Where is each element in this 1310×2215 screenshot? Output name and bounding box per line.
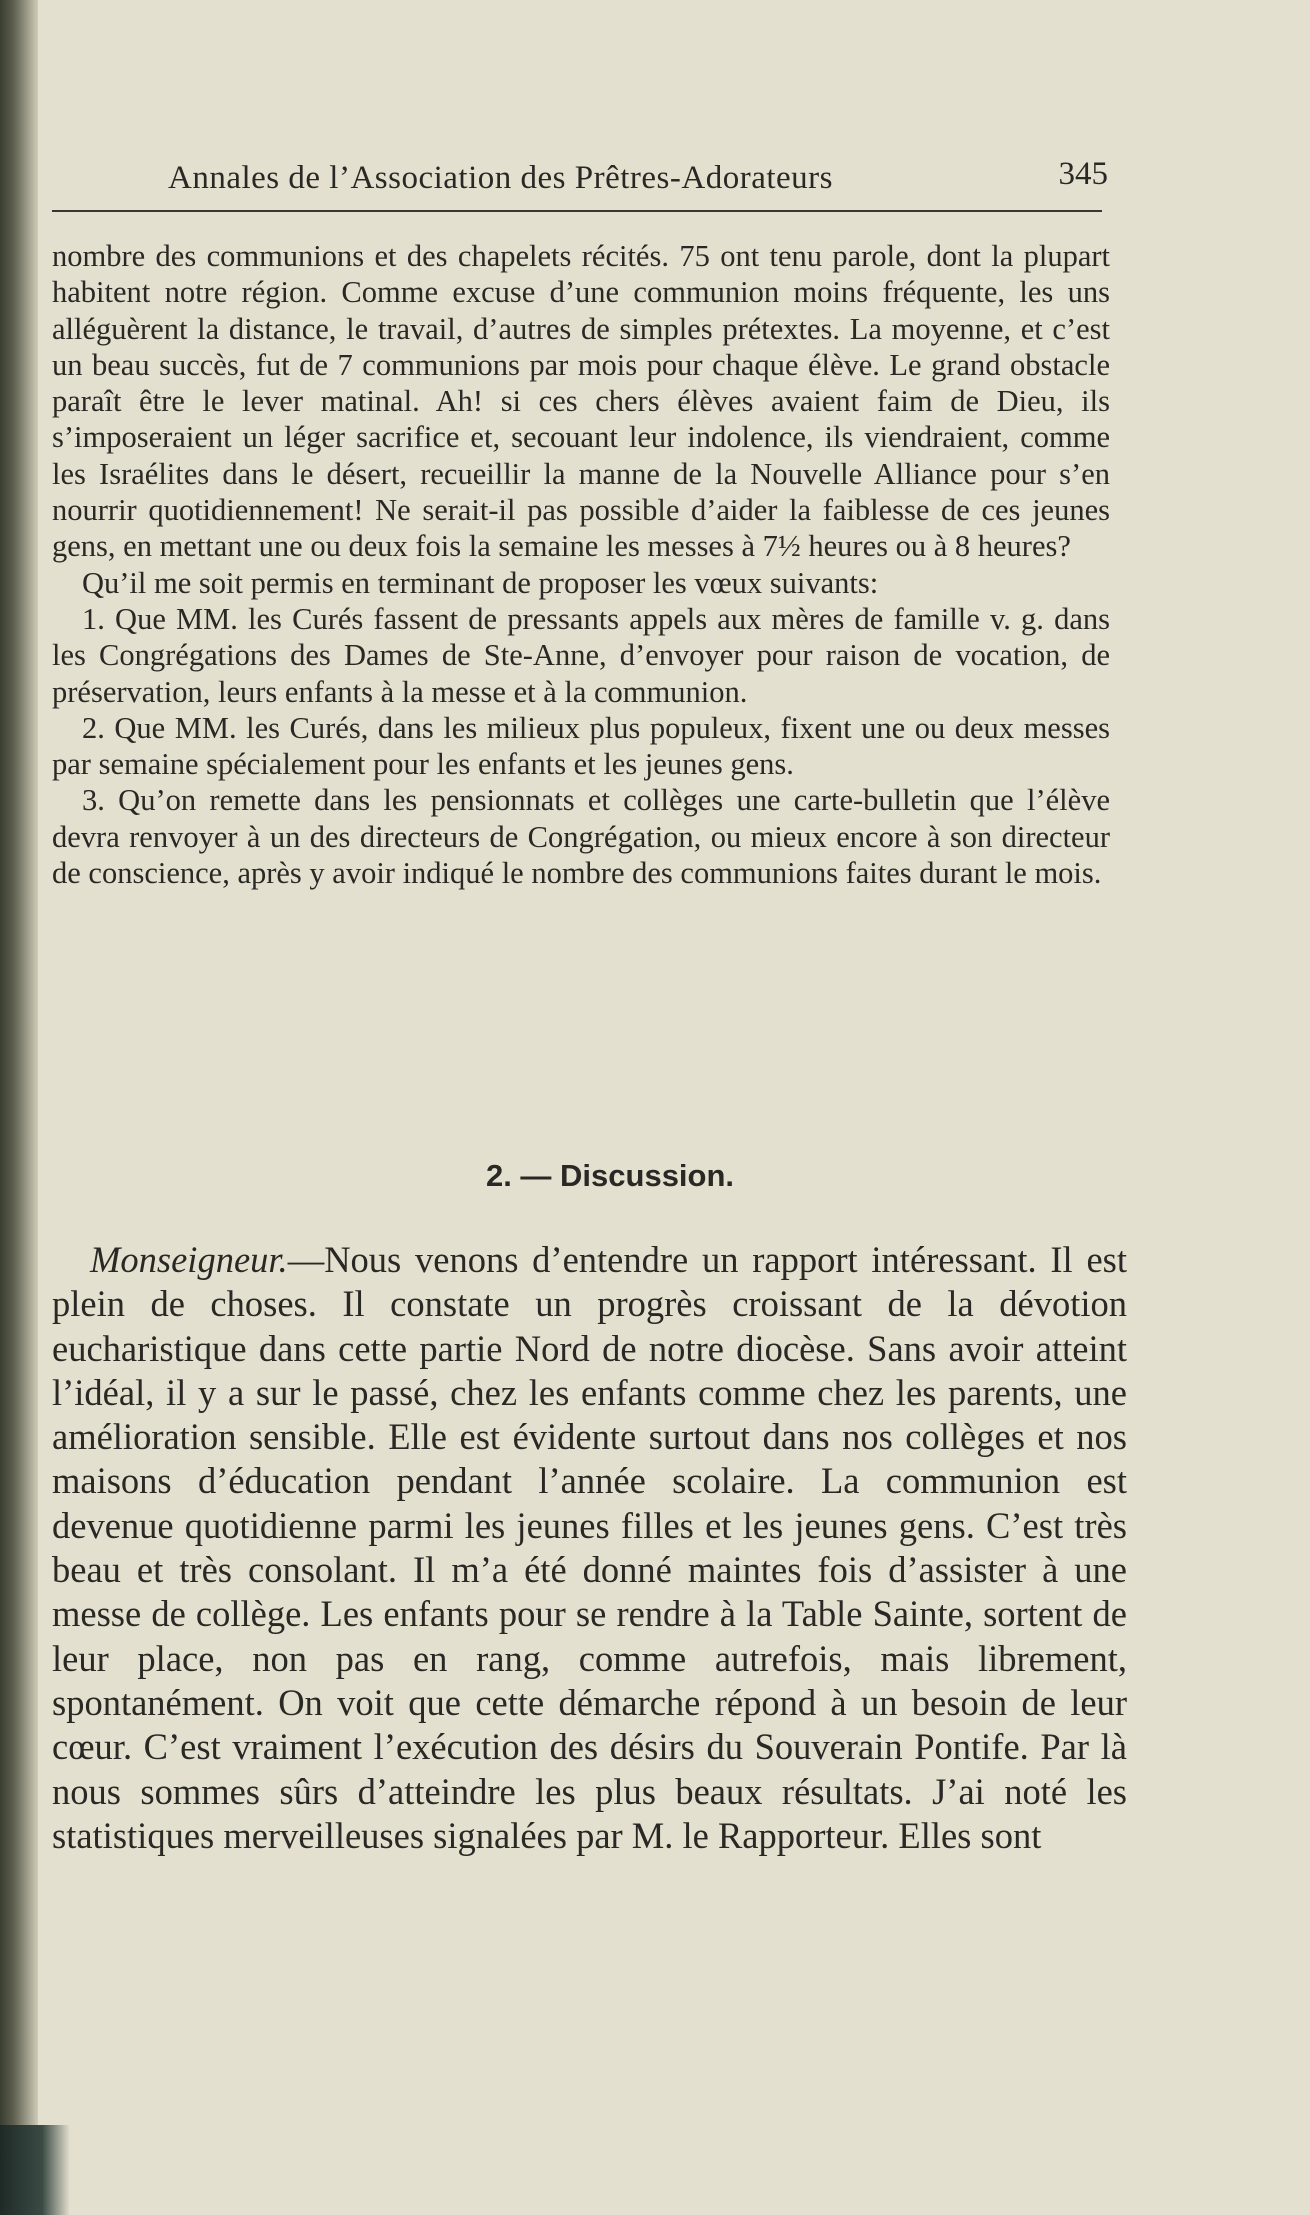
page-corner-shadow — [0, 2125, 70, 2215]
section-heading: 2. — Discussion. — [485, 1158, 735, 1193]
discussion-body: —Nous venons d’entendre un rapport intéressant. Il est plein de choses. Il constate un progrès croissant de la dévotion eucharistique dans cette partie Nord de notre diocèse. Sans avoir atteint l’idéal, il y a sur le passé, chez les enfants comme chez les parents, une amélioration sensible. Elle est évidente surtout dans nos collèges et nos maisons d’éducation pendant l’année scolaire. La communion est devenue quotidienne parmi les jeunes filles et les jeunes gens. C’est très beau et très consolant. Il m’a été donné maintes fois d’assister à une messe de collège. Les enfants pour se rendre à la Table Sainte, sortent de leur place, non pas en rang, comme autrefois, mais librement, spontanément. On voit que cette démarche répond à un besoin de leur cœur. C’est vraiment l’exécution des désirs du Souverain Pontife. Par là nous sommes sûrs d’atteindre les plus beaux résultats. J’ai noté les statistiques merveilleuses signalées par M. le Rapporteur. Elles sont — [52, 1239, 1127, 1856]
discussion-paragraph — [52, 1238, 1127, 1858]
book-gutter-shadow — [0, 0, 38, 2215]
page-number: 345 — [1058, 156, 1108, 192]
discussion-text — [52, 1238, 1127, 1858]
report-paragraph-2: Qu’il me soit permis en terminant de proposer les vœux suivants: — [82, 565, 879, 600]
header-rule — [52, 210, 1102, 212]
wish-item-1: 1. Que MM. les Curés fassent de pressants appels aux mères de famille v. g. dans les Congrégations des Dames de Ste-Anne, d’envoyer pour raison de vocation, de préservation, leurs enfants à la messe et à la communion. — [52, 601, 1110, 709]
wish-item-2: 2. Que MM. les Curés, dans les milieux plus populeux, fixent une ou deux messes par semaine spécialement pour les enfants et les jeunes gens. — [52, 710, 1110, 782]
running-head: Annales de l’Association des Prêtres-Adorateurs — [168, 160, 833, 196]
report-paragraph-1: nombre des communions et des chapelets récités. 75 ont tenu parole, dont la plupart habitent notre région. Comme excuse d’une communion moins fréquente, les uns alléguèrent la distance, le travail, d’autres de simples prétextes. La moyenne, et c’est un beau succès, fut de 7 communions par mois pour chaque élève. Le grand obstacle paraît être le lever matinal. Ah! si ces chers élèves avaient faim de Dieu, ils s’imposeraient un léger sacrifice et, secouant leur indolence, ils viendraient, comme les Israélites dans le désert, recueillir la manne de la Nouvelle Alliance pour s’en nourrir quotidiennement! Ne serait-il pas possible d’aider la faiblesse de ces jeunes gens, en mettant une ou deux fois la semaine les messes à 7½ heures ou à 8 heures? — [52, 239, 1110, 564]
report-text — [52, 238, 1110, 891]
page-header — [168, 156, 1108, 210]
speaker-name: Monseigneur. — [90, 1239, 288, 1280]
wish-item-3: 3. Qu’on remette dans les pensionnats et collèges une carte-bulletin que l’élève devra renvoyer à un des directeurs de Congrégation, ou mieux encore à son directeur de conscience, après y avoir indiqué le nombre des communions faites durant le mois. — [52, 783, 1110, 891]
